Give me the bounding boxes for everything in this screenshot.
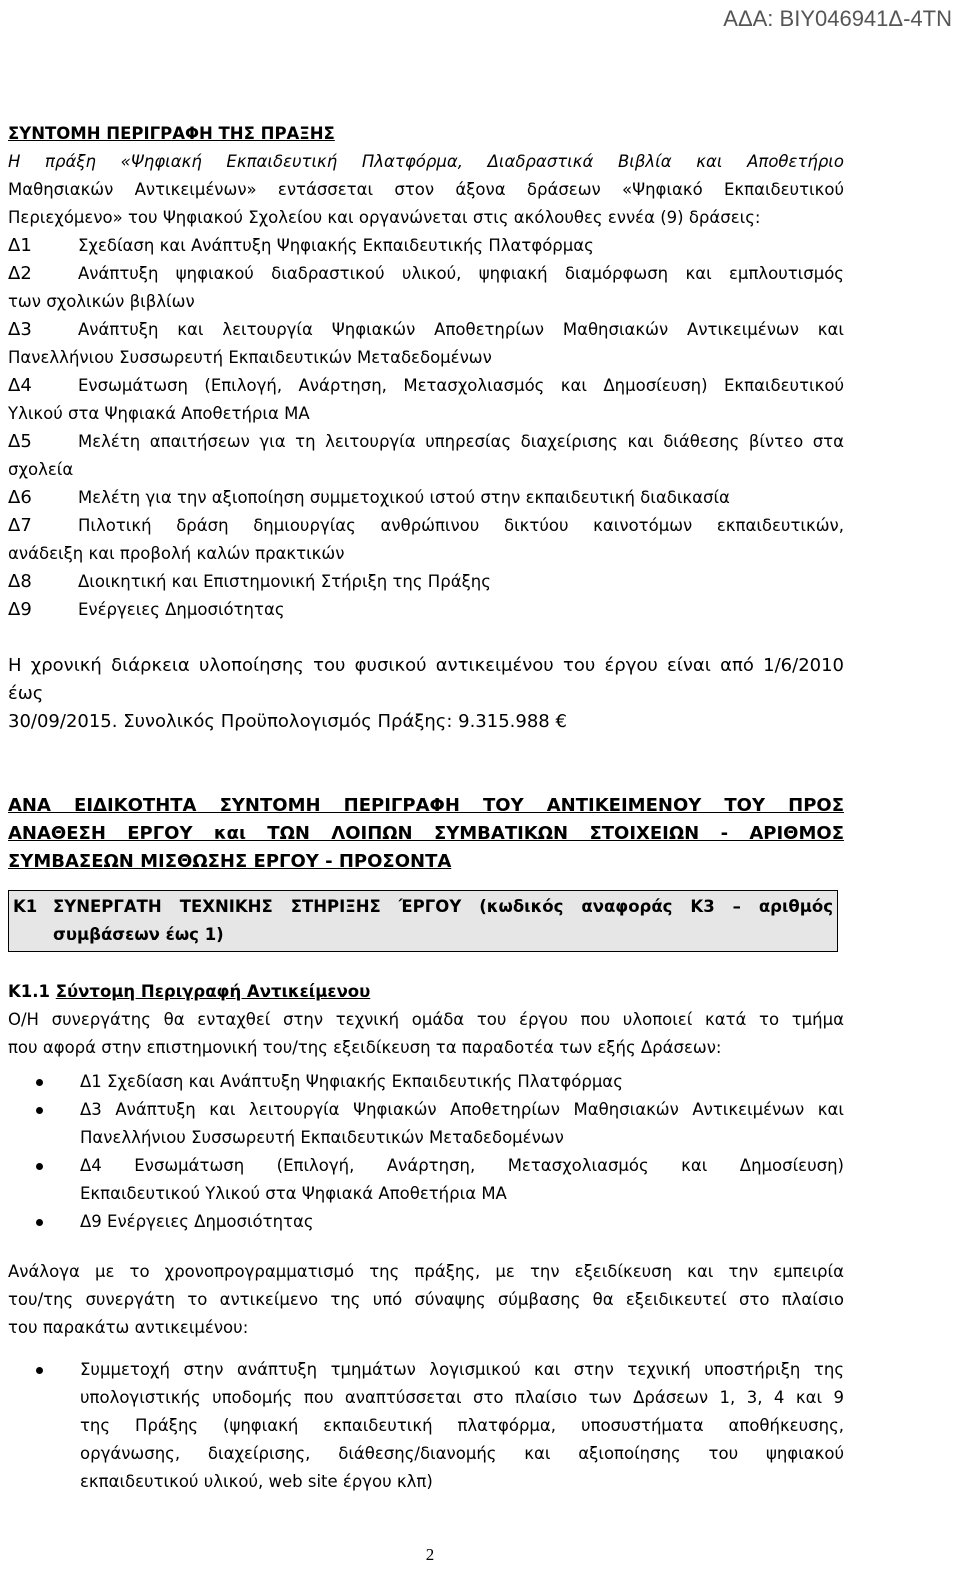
action-text: Ενσωμάτωση (Επιλογή, Ανάρτηση, Μετασχολιασμός και Δημοσίευση) Εκπαιδευτικού (78, 376, 844, 395)
page-number: 2 (425, 1545, 435, 1564)
bullet-text-cont: οργάνωσης, διαχείρισης, διάθεσης/διανομής και αξιοποίησης του ψηφιακού (80, 1444, 844, 1463)
k1-para1-line-2: που αφορά στην επιστημονική του/της εξειδίκευση τα παραδοτέα των εξής Δράσεων: (8, 1038, 722, 1057)
k1-para2-line-1: Ανάλογα με το χρονοπρογραμματισμό της πράξης, με την εξειδίκευση και την εμπειρία (8, 1262, 844, 1281)
summary-intro-line-1: Η πράξη «Ψηφιακή Εκπαιδευτική Πλατφόρμα, Διαδραστικά Βιβλία και Αποθετήριο (8, 152, 844, 171)
action-code: Δ7 (8, 515, 32, 536)
bullet-dot-icon (36, 1079, 43, 1086)
action-item (8, 428, 844, 456)
action-text: Ανάπτυξη και λειτουργία Ψηφιακών Αποθετηρίων Μαθησιακών Αντικειμένων και (78, 320, 844, 339)
action-code: Δ4 (8, 375, 32, 396)
bullet-dot-icon (36, 1367, 43, 1374)
list-item (8, 1096, 844, 1152)
action-text: Διοικητική και Επιστημονική Στήριξη της Πράξης (78, 572, 491, 591)
k1-para2-line-3: του παρακάτω αντικειμένου: (8, 1318, 249, 1337)
k1-code: Κ1 (13, 897, 38, 916)
list-item (8, 1152, 844, 1208)
k1-sub-title: Σύντομη Περιγραφή Αντικείμενου (55, 982, 371, 1001)
bullet-text-cont: εκπαιδευτικού υλικού, web site έργου κλπ) (80, 1472, 433, 1491)
action-text-cont: σχολεία (8, 460, 74, 479)
k1-sub-code: Κ1.1 (8, 982, 51, 1001)
k1-title-line-2: συμβάσεων έως 1) (53, 925, 224, 944)
action-list (8, 232, 844, 624)
action-item (8, 260, 844, 288)
k1-title-line-1: ΣΥΝΕΡΓΑΤΗ ΤΕΧΝΙΚΗΣ ΣΤΗΡΙΞΗΣ ΈΡΓΟΥ (κωδικός αναφοράς Κ3 – αριθμός (53, 897, 833, 916)
action-text: Ανάπτυξη ψηφιακού διαδραστικού υλικού, ψηφιακή διαμόρφωση και εμπλουτισμός (78, 264, 844, 283)
action-code: Δ9 (8, 599, 32, 620)
bullet-text: Δ9 Ενέργειες Δημοσιότητας (80, 1212, 314, 1231)
list-item (8, 1356, 844, 1496)
action-text-cont: Υλικού στα Ψηφιακά Αποθετήρια ΜΑ (8, 404, 310, 423)
summary-intro-line-3: Περιεχόμενο» του Ψηφιακού Σχολείου και οργανώνεται στις ακόλουθες εννέα (9) δράσεις: (8, 208, 761, 227)
action-text: Μελέτη απαιτήσεων για τη λειτουργία υπηρεσίας διαχείρισης και διάθεσης βίντεο στα (78, 432, 844, 451)
k1-subheading (8, 978, 844, 1006)
section2-heading-line-2: ΑΝΑΘΕΣΗ ΕΡΓΟΥ και ΤΩΝ ΛΟΙΠΩΝ ΣΥΜΒΑΤΙΚΩΝ ΣΤΟΙΧΕΙΩΝ - ΑΡΙΘΜΟΣ (8, 823, 844, 844)
bullet-text: Δ4 Ενσωμάτωση (Επιλογή, Ανάρτηση, Μετασχολιασμός και Δημοσίευση) (80, 1156, 844, 1175)
k1-para2-line-2: του/της συνεργάτη το αντικείμενο της υπό σύναψης σύμβασης θα εξειδικευτεί στο πλαίσιο (8, 1290, 844, 1309)
action-item (8, 512, 844, 540)
duration-line-2: 30/09/2015. Συνολικός Προϋπολογισμός Πράξης: 9.315.988 € (8, 711, 567, 732)
action-text-cont: ανάδειξη και προβολή καλών πρακτικών (8, 544, 345, 563)
duration-line-1: Η χρονική διάρκεια υλοποίησης του φυσικού αντικειμένου του έργου είναι από 1/6/2010 έως (8, 655, 844, 704)
action-text: Ενέργειες Δημοσιότητας (78, 600, 285, 619)
action-code: Δ8 (8, 571, 32, 592)
summary-intro-line-2: Μαθησιακών Αντικειμένων» εντάσσεται στον άξονα δράσεων «Ψηφιακό Εκπαιδευτικού (8, 180, 844, 199)
list-item (8, 1068, 844, 1096)
bullet-text-cont: Πανελλήνιου Συσσωρευτή Εκπαιδευτικών Μεταδεδομένων (80, 1128, 564, 1147)
k1-para1-line-1: Ο/Η συνεργάτης θα ενταχθεί στην τεχνική ομάδα του έργου που υλοποιεί κατά το τμήμα (8, 1010, 844, 1029)
action-text: Μελέτη για την αξιοποίηση συμμετοχικού ιστού στην εκπαιδευτική διαδικασία (78, 488, 730, 507)
section2-heading-line-1: ΑΝΑ ΕΙΔΙΚΟΤΗΤΑ ΣΥΝΤΟΜΗ ΠΕΡΙΓΡΑΦΗ ΤΟΥ ΑΝΤΙΚΕΙΜΕΝΟΥ ΤΟΥ ΠΡΟΣ (8, 795, 844, 816)
action-text-cont: Πανελλήνιου Συσσωρευτή Εκπαιδευτικών Μεταδεδομένων (8, 348, 492, 367)
k1-heading-box (8, 890, 838, 952)
action-text: Πιλοτική δράση δημιουργίας ανθρώπινου δικτύου καινοτόμων εκπαιδευτικών, (78, 516, 844, 535)
action-item (8, 316, 844, 344)
action-item (8, 372, 844, 400)
ada-code: ΑΔΑ: ΒΙΥ046941Δ-4ΤΝ (723, 6, 952, 31)
action-text: Σχεδίαση και Ανάπτυξη Ψηφιακής Εκπαιδευτικής Πλατφόρμας (78, 236, 594, 255)
k1-action-bullets (8, 1068, 844, 1236)
bullet-text-cont: Εκπαιδευτικού Υλικού στα Ψηφιακά Αποθετήρια ΜΑ (80, 1184, 507, 1203)
summary-title: ΣΥΝΤΟΜΗ ΠΕΡΙΓΡΑΦΗ ΤΗΣ ΠΡΑΞΗΣ (8, 124, 335, 143)
action-code: Δ1 (8, 235, 32, 256)
action-item (8, 596, 844, 624)
bullet-dot-icon (36, 1219, 43, 1226)
action-code: Δ6 (8, 487, 32, 508)
action-code: Δ3 (8, 319, 32, 340)
action-text-cont: των σχολικών βιβλίων (8, 292, 195, 311)
bullet-dot-icon (36, 1107, 43, 1114)
action-item (8, 232, 844, 260)
bullet-text-cont: υπολογιστικής υποδομής που αναπτύσσεται στο πλαίσιο των Δράσεων 1, 3, 4 και 9 (80, 1388, 844, 1407)
bullet-text: Δ3 Ανάπτυξη και λειτουργία Ψηφιακών Αποθετηρίων Μαθησιακών Αντικειμένων και (80, 1100, 844, 1119)
action-code: Δ5 (8, 431, 32, 452)
action-code: Δ2 (8, 263, 32, 284)
bullet-dot-icon (36, 1163, 43, 1170)
list-item (8, 1208, 844, 1236)
bullet-text: Δ1 Σχεδίαση και Ανάπτυξη Ψηφιακής Εκπαιδευτικής Πλατφόρμας (80, 1072, 623, 1091)
k1-scope-bullets (8, 1356, 844, 1496)
document-body (8, 120, 844, 1496)
bullet-text: Συμμετοχή στην ανάπτυξη τμημάτων λογισμικού και στην τεχνική υποστήριξη της (80, 1360, 844, 1379)
action-item (8, 568, 844, 596)
section2-heading-line-3: ΣΥΜΒΑΣΕΩΝ ΜΙΣΘΩΣΗΣ ΕΡΓΟΥ - ΠΡΟΣΟΝΤΑ (8, 851, 452, 872)
action-item (8, 484, 844, 512)
bullet-text-cont: της Πράξης (ψηφιακή εκπαιδευτική πλατφόρμα, υποσυστήματα αποθήκευσης, (80, 1416, 844, 1435)
